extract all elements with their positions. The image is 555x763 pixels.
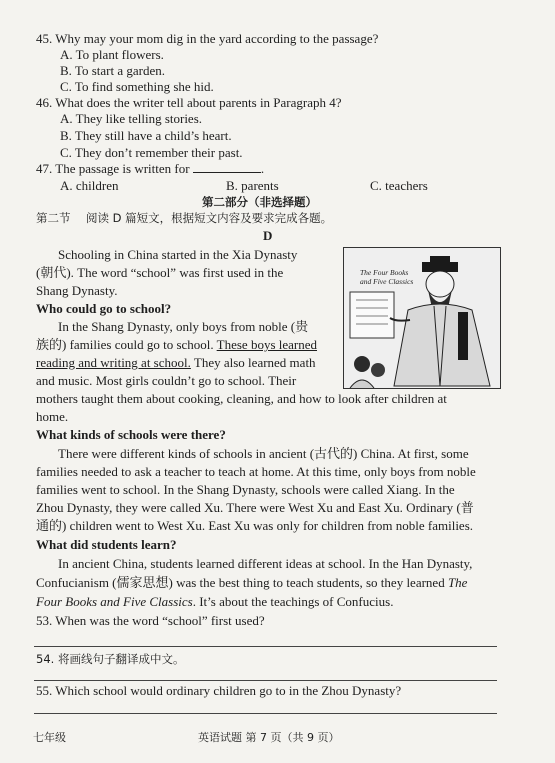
question-46-option-a: A. They like telling stories. [60, 111, 203, 126]
answer-line[interactable] [34, 713, 497, 714]
underlined-sentence: reading and writing at school. [36, 355, 191, 370]
question-54: 54. 将画线句子翻译成中文。 [36, 652, 185, 666]
answer-blank [193, 161, 261, 173]
question-55: 55. Which school would ordinary children go to in the Zhou Dynasty? [36, 683, 402, 698]
passage-line [36, 355, 316, 371]
book-title: The [447, 575, 468, 590]
passage-text: 族的) families could go to school. [36, 337, 217, 352]
passage-line [36, 337, 317, 353]
passage-line: In the Shang Dynasty, only boys from noble (贵 [58, 319, 309, 334]
passage-text: Confucianism (儒家思想) was the best thing to teach students, so they learned [36, 575, 448, 590]
question-45-option-b: B. To start a garden. [60, 63, 165, 78]
question-46-stem: 46. What does the writer tell about parents in Paragraph 4? [36, 95, 342, 110]
passage-line: families needed to ask a teacher to teach at home. At this time, only boys from noble [36, 464, 476, 479]
illustration-caption [360, 268, 413, 286]
passage-heading: Who could go to school? [36, 301, 172, 316]
passage-line: (朝代). The word “school” was first used in the [36, 265, 284, 280]
section-label: 第二节 [36, 211, 71, 225]
passage-heading: What kinds of schools were there? [36, 427, 226, 442]
book-title: Four Books and Five Classics [36, 594, 193, 609]
passage-line [36, 594, 393, 610]
passage-line: mothers taught them about cooking, cleaning, and how to look after children at [36, 391, 447, 406]
question-45-stem: 45. Why may your mom dig in the yard according to the passage? [36, 31, 379, 46]
underlined-sentence: These boys learned [216, 337, 318, 352]
caption-line: The Four Books [360, 268, 409, 277]
footer-grade: 七年级 [33, 731, 66, 744]
question-46-option-c: C. They don’t remember their past. [60, 145, 243, 160]
answer-line[interactable] [34, 680, 497, 681]
passage-line: and music. Most girls couldn’t go to school. Their [36, 373, 297, 388]
confucius-illustration [343, 247, 501, 389]
question-46-option-b: B. They still have a child’s heart. [60, 128, 232, 143]
question-47-stem-end: . [260, 161, 265, 176]
question-47-stem [36, 161, 264, 177]
passage-line: Shang Dynasty. [36, 283, 118, 298]
section-instruction: 阅读 D 篇短文，根据短文内容及要求完成各题。 [86, 211, 333, 225]
footer-page-number: 英语试题 第 7 页（共 9 页） [198, 731, 340, 744]
passage-line: Zhou Dynasty, they were called Xu. There were West Xu and East Xu. Ordinary (普 [36, 500, 474, 515]
question-45-option-a: A. To plant flowers. [60, 47, 164, 62]
question-47-option-a: A. children [60, 178, 119, 193]
passage-line: In ancient China, students learned different ideas at school. In the Han Dynasty, [58, 556, 473, 571]
question-47-stem-text: 47. The passage is written for [36, 161, 190, 176]
passage-line: home. [36, 409, 69, 424]
question-45-option-c: C. To find something she hid. [60, 79, 214, 94]
question-53: 53. When was the word “school” first used? [36, 613, 265, 628]
answer-line[interactable] [34, 646, 497, 647]
caption-line: and Five Classics [360, 277, 414, 286]
passage-line: 通的) children went to West Xu. East Xu was only for children from noble families. [36, 518, 474, 533]
part-two-title: 第二部分（非选择题） [202, 195, 317, 209]
passage-line [36, 575, 467, 591]
passage-label: D [263, 228, 273, 243]
question-47-option-b: B. parents [226, 178, 279, 193]
question-47-option-c: C. teachers [370, 178, 428, 193]
passage-text: . It’s about the teachings of Confucius. [192, 594, 394, 609]
passage-line: families went to school. In the Shang Dynasty, schools were called Xiang. In the [36, 482, 455, 497]
passage-heading: What did students learn? [36, 537, 177, 552]
passage-line: Schooling in China started in the Xia Dynasty [58, 247, 298, 262]
passage-line: There were different kinds of schools in ancient (古代的) China. At first, some [58, 446, 469, 461]
passage-text: They also learned math [190, 355, 316, 370]
